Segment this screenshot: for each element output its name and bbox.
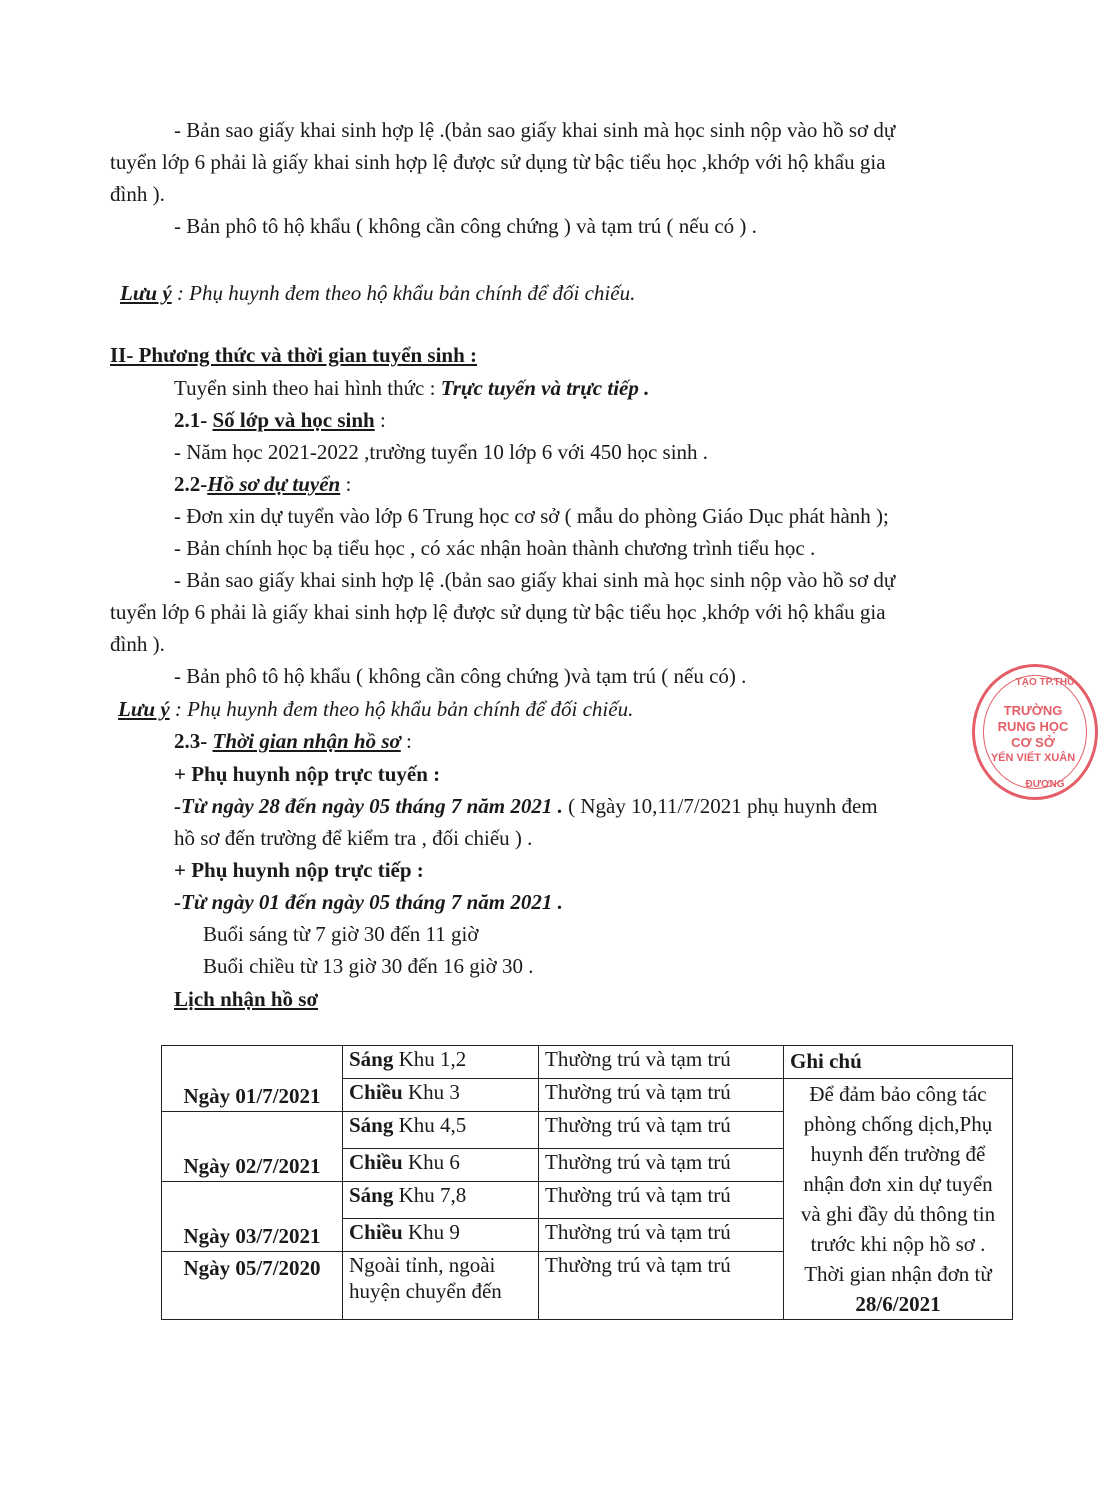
section-intro xyxy=(174,375,649,401)
paragraph-line: - Năm học 2021-2022 ,trường tuyển 10 lớp 6 với 450 học sinh . xyxy=(174,440,709,464)
online-dates: -Từ ngày 28 đến ngày 05 tháng 7 năm 2021 . xyxy=(174,794,563,818)
paragraph-line: - Bản sao giấy khai sinh hợp lệ .(bản sao giấy khai sinh mà học sinh nộp vào hồ sơ dự xyxy=(174,118,896,142)
paragraph-line: - Bản phô tô hộ khẩu ( không cần công chứng ) và tạm trú ( nếu có ) . xyxy=(174,214,757,238)
list-item: - Bản phô tô hộ khẩu ( không cần công chứng )và tạm trú ( nếu có) . xyxy=(174,664,747,688)
table-residence-cell: Thường trú và tạm trú xyxy=(539,1079,784,1112)
list-item: - Bản sao giấy khai sinh hợp lệ .(bản sao giấy khai sinh mà học sinh nộp vào hồ sơ dự xyxy=(174,568,896,592)
note-text: : Phụ huynh đem theo hộ khẩu bản chính để đối chiếu. xyxy=(176,281,636,305)
table-day-cell: Ngày 03/7/2021 xyxy=(162,1181,343,1251)
subsection-heading xyxy=(174,728,412,754)
subsection-number: 2.3- xyxy=(174,729,208,753)
table-day-cell: Ngày 05/7/2020 xyxy=(162,1251,343,1319)
table-note-header: Ghi chú xyxy=(784,1046,1013,1079)
schedule-title: Lịch nhận hồ sơ xyxy=(174,987,319,1011)
table-session-cell: Sáng Khu 4,5 xyxy=(343,1112,539,1149)
subsection-title: Hồ sơ dự tuyển xyxy=(207,472,341,496)
table-residence-cell: Thường trú và tạm trú xyxy=(539,1112,784,1149)
schedule-table xyxy=(161,1045,1013,1320)
note-line xyxy=(120,280,635,306)
table-day-cell: Ngày 02/7/2021 xyxy=(162,1112,343,1182)
online-note-continuation: hồ sơ đến trường để kiểm tra , đối chiếu ) . xyxy=(174,826,533,850)
afternoon-hours: Buổi chiều từ 13 giờ 30 đến 16 giờ 30 . xyxy=(203,954,534,978)
table-day-cell: Ngày 01/7/2021 xyxy=(162,1046,343,1112)
subsection-colon: : xyxy=(406,729,412,753)
subsection-number: 2.2- xyxy=(174,472,208,496)
online-title: + Phụ huynh nộp trực tuyến : xyxy=(174,762,441,786)
subsection-heading xyxy=(174,407,386,433)
paragraph-line: đình ). xyxy=(110,182,165,206)
list-item: - Đơn xin dự tuyển vào lớp 6 Trung học cơ sở ( mẫu do phòng Giáo Dục phát hành ); xyxy=(174,504,889,528)
table-residence-cell: Thường trú và tạm trú xyxy=(539,1046,784,1079)
list-item: - Bản chính học bạ tiểu học , có xác nhận hoàn thành chương trình tiểu học . xyxy=(174,536,816,560)
subsection-heading xyxy=(174,471,351,497)
intro-text: Tuyển sinh theo hai hình thức : xyxy=(174,376,436,400)
list-item-continuation: đình ). xyxy=(110,632,165,656)
note-line xyxy=(118,696,633,722)
table-residence-cell: Thường trú và tạm trú xyxy=(539,1251,784,1319)
school-seal: TẠO TP.THỦ TRƯỜNG RUNG HỌC CƠ SỞ YẾN VIẾT XUÂN ĐƯƠNG xyxy=(972,664,1098,800)
table-session-cell: Sáng Khu 7,8 xyxy=(343,1181,539,1218)
table-residence-cell: Thường trú và tạm trú xyxy=(539,1218,784,1251)
note-label: Lưu ý xyxy=(118,697,170,721)
table-residence-cell: Thường trú và tạm trú xyxy=(539,1181,784,1218)
direct-dates: -Từ ngày 01 đến ngày 05 tháng 7 năm 2021 . xyxy=(174,890,563,914)
table-session-cell: Chiều Khu 3 xyxy=(343,1079,539,1112)
subsection-colon: : xyxy=(340,472,352,496)
list-item-continuation: tuyển lớp 6 phải là giấy khai sinh hợp lệ được sử dụng từ bậc tiểu học ,khớp với hộ khẩu gia xyxy=(110,600,886,624)
subsection-title: Số lớp và học sinh xyxy=(212,408,375,432)
subsection-title: Thời gian nhận hồ sơ xyxy=(212,729,401,753)
direct-title: + Phụ huynh nộp trực tiếp : xyxy=(174,858,424,882)
table-session-cell: Sáng Khu 1,2 xyxy=(343,1046,539,1079)
table-note-cell: Để đảm bảo công tác phòng chống dịch,Phụ huynh đến trường để nhận đơn xin dự tuyển và ghi đầy dủ thông tin trước khi nộp hồ sơ . Thời gian nhận đơn từ 28/6/2021 xyxy=(784,1079,1013,1320)
online-note: ( Ngày 10,11/7/2021 phụ huynh đem xyxy=(568,794,878,818)
subsection-number: 2.1- xyxy=(174,408,208,432)
table-row xyxy=(162,1046,1013,1079)
subsection-colon: : xyxy=(374,408,386,432)
table-session-cell: Chiều Khu 9 xyxy=(343,1218,539,1251)
table-session-cell: Chiều Khu 6 xyxy=(343,1148,539,1181)
paragraph-line: tuyển lớp 6 phải là giấy khai sinh hợp lệ được sử dụng từ bậc tiểu học ,khớp với hộ khẩu gia xyxy=(110,150,886,174)
note-text: : Phụ huynh đem theo hộ khẩu bản chính để đối chiếu. xyxy=(174,697,634,721)
table-session-cell: Ngoài tỉnh, ngoài huyện chuyển đến xyxy=(343,1251,539,1319)
note-label: Lưu ý xyxy=(120,281,172,305)
morning-hours: Buổi sáng từ 7 giờ 30 đến 11 giờ xyxy=(203,922,479,946)
intro-methods: Trực tuyến và trực tiếp . xyxy=(440,376,650,400)
table-residence-cell: Thường trú và tạm trú xyxy=(539,1148,784,1181)
section-title: II- Phương thức và thời gian tuyển sinh : xyxy=(110,343,478,367)
online-dates-line xyxy=(174,793,878,819)
